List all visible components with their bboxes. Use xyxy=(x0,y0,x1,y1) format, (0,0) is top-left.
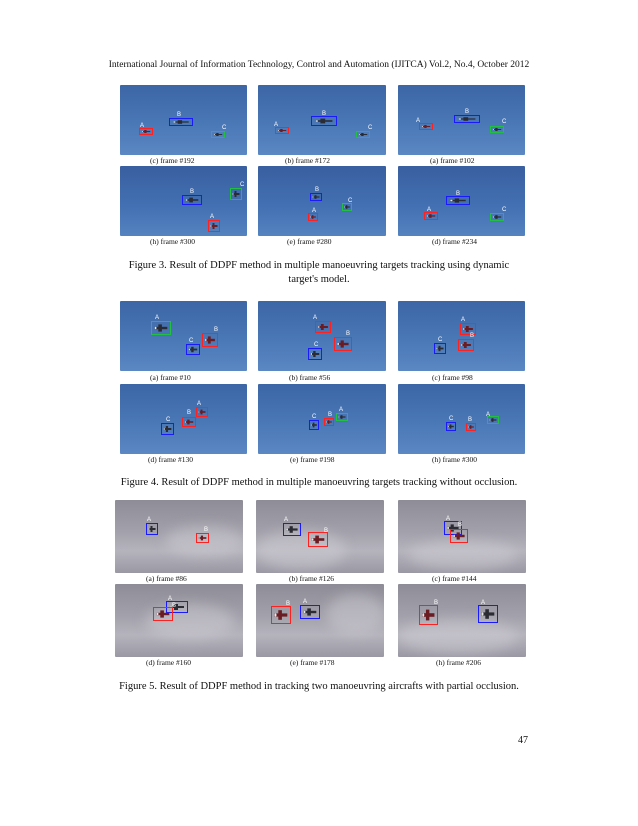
aircraft-icon xyxy=(209,221,219,231)
target-label-c: C xyxy=(240,182,245,188)
target-box-c xyxy=(342,203,352,211)
target-label-c: C xyxy=(502,207,507,213)
aircraft-icon xyxy=(197,408,207,416)
aircraft-icon xyxy=(310,421,318,429)
aircraft-icon xyxy=(337,414,347,420)
target-label-a: A xyxy=(461,317,466,323)
fig5-label-d: (d) frame #160 xyxy=(146,658,191,667)
target-label-b: B xyxy=(346,331,351,337)
aircraft-icon xyxy=(309,349,321,359)
target-label-c: C xyxy=(368,125,373,131)
fig5-panel-c-image xyxy=(398,500,526,573)
fig5-label-a: (a) frame #86 xyxy=(146,574,187,583)
figure-3-caption: Figure 3. Result of DDPF method in multiple manoeuvring targets tracking using dynamic target's model. xyxy=(128,260,510,285)
aircraft-icon xyxy=(154,608,172,620)
aircraft-icon xyxy=(311,194,321,200)
fig3-label-a: (a) frame #102 xyxy=(430,156,475,165)
target-box-c xyxy=(490,126,504,133)
target-label-b: B xyxy=(458,522,463,528)
target-box-a xyxy=(196,407,208,417)
target-box-a xyxy=(478,605,498,623)
aircraft-icon xyxy=(455,116,479,122)
target-label-a: A xyxy=(303,599,308,605)
target-label-b: B xyxy=(456,191,461,197)
target-label-b: B xyxy=(187,410,192,416)
fig4-panel-d-image xyxy=(120,384,247,454)
target-box-c xyxy=(161,423,174,435)
target-box-c xyxy=(308,348,322,360)
fig5-panel-a-image xyxy=(115,500,243,573)
target-label-b: B xyxy=(214,327,219,333)
target-label-b: B xyxy=(315,187,320,193)
aircraft-icon xyxy=(467,424,475,430)
target-box-c xyxy=(309,420,319,430)
aircraft-icon xyxy=(309,214,317,220)
target-label-b: B xyxy=(470,333,475,339)
target-box-c xyxy=(211,131,225,138)
target-label-a: A xyxy=(486,412,491,418)
target-box-a xyxy=(419,123,433,130)
target-box-b xyxy=(202,333,218,347)
fig3-label-e: (e) frame #280 xyxy=(287,237,332,246)
figure-5-caption: Figure 5. Result of DDPF method in tracking two manoeuvring aircrafts with partial occlusion. xyxy=(119,681,519,692)
aircraft-icon xyxy=(152,322,170,334)
target-label-c: C xyxy=(189,338,194,344)
target-box-b xyxy=(419,605,438,625)
fig4-panel-e-image xyxy=(258,384,386,454)
target-label-b: B xyxy=(172,603,177,609)
target-label-a: A xyxy=(210,214,215,220)
target-box-a xyxy=(139,128,153,135)
aircraft-icon xyxy=(316,322,330,332)
fig3-label-b: (b) frame #172 xyxy=(285,156,330,165)
target-box-c xyxy=(434,343,446,354)
target-box-b xyxy=(310,193,322,201)
fig3-panel-h-image xyxy=(120,166,247,236)
fig4-label-e: (e) frame #198 xyxy=(290,455,335,464)
target-label-a: A xyxy=(427,207,432,213)
aircraft-icon xyxy=(187,345,199,354)
target-label-b: B xyxy=(190,189,195,195)
aircraft-icon xyxy=(357,132,369,137)
target-box-b xyxy=(182,195,202,205)
aircraft-icon xyxy=(276,128,288,133)
target-label-b: B xyxy=(328,412,333,418)
target-box-b xyxy=(271,606,291,624)
target-label-a: A xyxy=(155,315,160,321)
aircraft-icon xyxy=(425,213,437,219)
target-box-a xyxy=(336,413,348,421)
aircraft-icon xyxy=(488,417,498,423)
target-label-a: A xyxy=(168,596,173,602)
target-box-c xyxy=(490,213,504,221)
fig4-panel-b-image xyxy=(258,301,386,371)
fig5-panel-d-image xyxy=(115,584,243,657)
fig3-panel-b-image xyxy=(258,85,386,155)
fig3-panel-a-image xyxy=(398,85,525,155)
target-box-b xyxy=(454,115,480,123)
fig5-label-b: (b) frame #126 xyxy=(289,574,334,583)
target-label-a: A xyxy=(140,123,145,129)
target-label-c: C xyxy=(222,125,227,131)
fig5-label-h: (h) frame #206 xyxy=(436,658,481,667)
fig4-panel-c-image xyxy=(398,301,525,371)
target-box-b xyxy=(169,118,193,126)
aircraft-icon xyxy=(325,419,333,425)
fig5-panel-e-image xyxy=(256,584,384,657)
target-label-c: C xyxy=(438,337,443,343)
fig4-panel-h-image xyxy=(398,384,525,454)
fig4-panel-a-image xyxy=(120,301,247,371)
aircraft-icon xyxy=(343,204,351,210)
target-box-b xyxy=(153,607,173,621)
fig4-label-h: (h) frame #300 xyxy=(432,455,477,464)
aircraft-icon xyxy=(451,530,467,542)
aircraft-icon xyxy=(183,418,195,426)
target-label-c: C xyxy=(348,198,353,204)
target-label-c: C xyxy=(502,119,507,125)
target-label-c: C xyxy=(314,342,319,348)
target-box-b xyxy=(458,339,474,351)
fig4-label-b: (b) frame #56 xyxy=(289,373,331,382)
aircraft-icon xyxy=(162,424,173,434)
target-label-a: A xyxy=(446,516,451,522)
target-label-a: A xyxy=(416,118,421,124)
target-label-b: B xyxy=(322,111,327,117)
fig4-label-c: (c) frame #98 xyxy=(432,373,473,382)
fig3-label-h: (h) frame #300 xyxy=(150,237,195,246)
aircraft-icon xyxy=(170,119,192,125)
aircraft-icon xyxy=(491,127,503,132)
aircraft-icon xyxy=(140,129,152,134)
target-label-a: A xyxy=(312,208,317,214)
aircraft-icon xyxy=(312,117,336,125)
target-box-c xyxy=(446,422,456,431)
target-label-a: A xyxy=(197,401,202,407)
target-box-a xyxy=(151,321,171,335)
target-label-c: C xyxy=(166,417,171,423)
target-label-c: C xyxy=(312,414,317,420)
target-box-a xyxy=(275,127,289,134)
aircraft-icon xyxy=(459,340,473,350)
target-box-b xyxy=(196,533,209,543)
target-label-b: B xyxy=(465,109,470,115)
target-label-b: B xyxy=(177,112,182,118)
target-box-a xyxy=(487,416,499,424)
fig3-panel-d-image xyxy=(398,166,525,236)
target-label-b: B xyxy=(468,417,473,423)
aircraft-icon xyxy=(197,534,208,542)
target-label-a: A xyxy=(481,600,486,606)
fig3-panel-c-image xyxy=(120,85,247,155)
target-label-a: A xyxy=(284,517,289,523)
aircraft-icon xyxy=(203,334,217,346)
aircraft-icon xyxy=(212,132,224,137)
target-box-b xyxy=(311,116,337,126)
target-box-c xyxy=(186,344,200,355)
aircraft-icon xyxy=(420,124,432,129)
fig3-panel-e-image xyxy=(258,166,386,236)
target-box-b xyxy=(308,532,328,547)
aircraft-icon xyxy=(147,524,157,534)
figure-4-caption: Figure 4. Result of DDPF method in multiple manoeuvring targets tracking without occlusion. xyxy=(120,477,518,488)
target-box-a xyxy=(146,523,158,535)
target-box-b xyxy=(466,423,476,431)
target-box-b xyxy=(446,196,470,205)
journal-header: International Journal of Information Technology, Control and Automation (IJITCA) Vol.2, No.4, October 2012 xyxy=(108,60,530,70)
fig5-label-e: (e) frame #178 xyxy=(290,658,335,667)
target-box-b xyxy=(334,337,352,351)
target-label-b: B xyxy=(434,600,439,606)
target-box-b xyxy=(324,418,334,426)
fig5-panel-b-image xyxy=(256,500,384,573)
target-box-b xyxy=(182,417,196,427)
aircraft-icon xyxy=(231,189,241,199)
aircraft-icon xyxy=(447,197,469,204)
fig5-label-c: (c) frame #144 xyxy=(432,574,477,583)
aircraft-icon xyxy=(435,344,445,353)
target-box-c xyxy=(230,188,242,200)
target-box-a xyxy=(283,523,301,536)
fig3-label-c: (c) frame #192 xyxy=(150,156,195,165)
target-label-b: B xyxy=(286,601,291,607)
aircraft-icon xyxy=(491,214,503,220)
aircraft-icon xyxy=(447,423,455,430)
page-number: 47 xyxy=(518,735,528,746)
target-label-b: B xyxy=(204,527,209,533)
target-label-a: A xyxy=(147,517,152,523)
aircraft-icon xyxy=(284,524,300,535)
target-box-a xyxy=(300,605,320,619)
target-box-a xyxy=(308,213,318,221)
target-box-a xyxy=(424,212,438,220)
aircraft-icon xyxy=(335,338,351,350)
target-label-a: A xyxy=(274,122,279,128)
aircraft-icon xyxy=(272,607,290,623)
target-label-c: C xyxy=(449,416,454,422)
aircraft-icon xyxy=(301,606,319,618)
target-box-a xyxy=(208,220,220,232)
target-label-a: A xyxy=(339,407,344,413)
aircraft-icon xyxy=(420,606,437,624)
fig4-label-d: (d) frame #130 xyxy=(148,455,193,464)
fig3-label-d: (d) frame #234 xyxy=(432,237,477,246)
fig4-label-a: (a) frame #10 xyxy=(150,373,191,382)
target-label-b: B xyxy=(324,528,329,534)
aircraft-icon xyxy=(183,196,201,204)
target-box-a xyxy=(315,321,331,333)
fig5-panel-h-image xyxy=(398,584,526,657)
target-box-b xyxy=(450,529,468,543)
aircraft-icon xyxy=(309,533,327,546)
target-label-a: A xyxy=(313,315,318,321)
target-box-c xyxy=(356,131,370,138)
aircraft-icon xyxy=(479,606,497,622)
